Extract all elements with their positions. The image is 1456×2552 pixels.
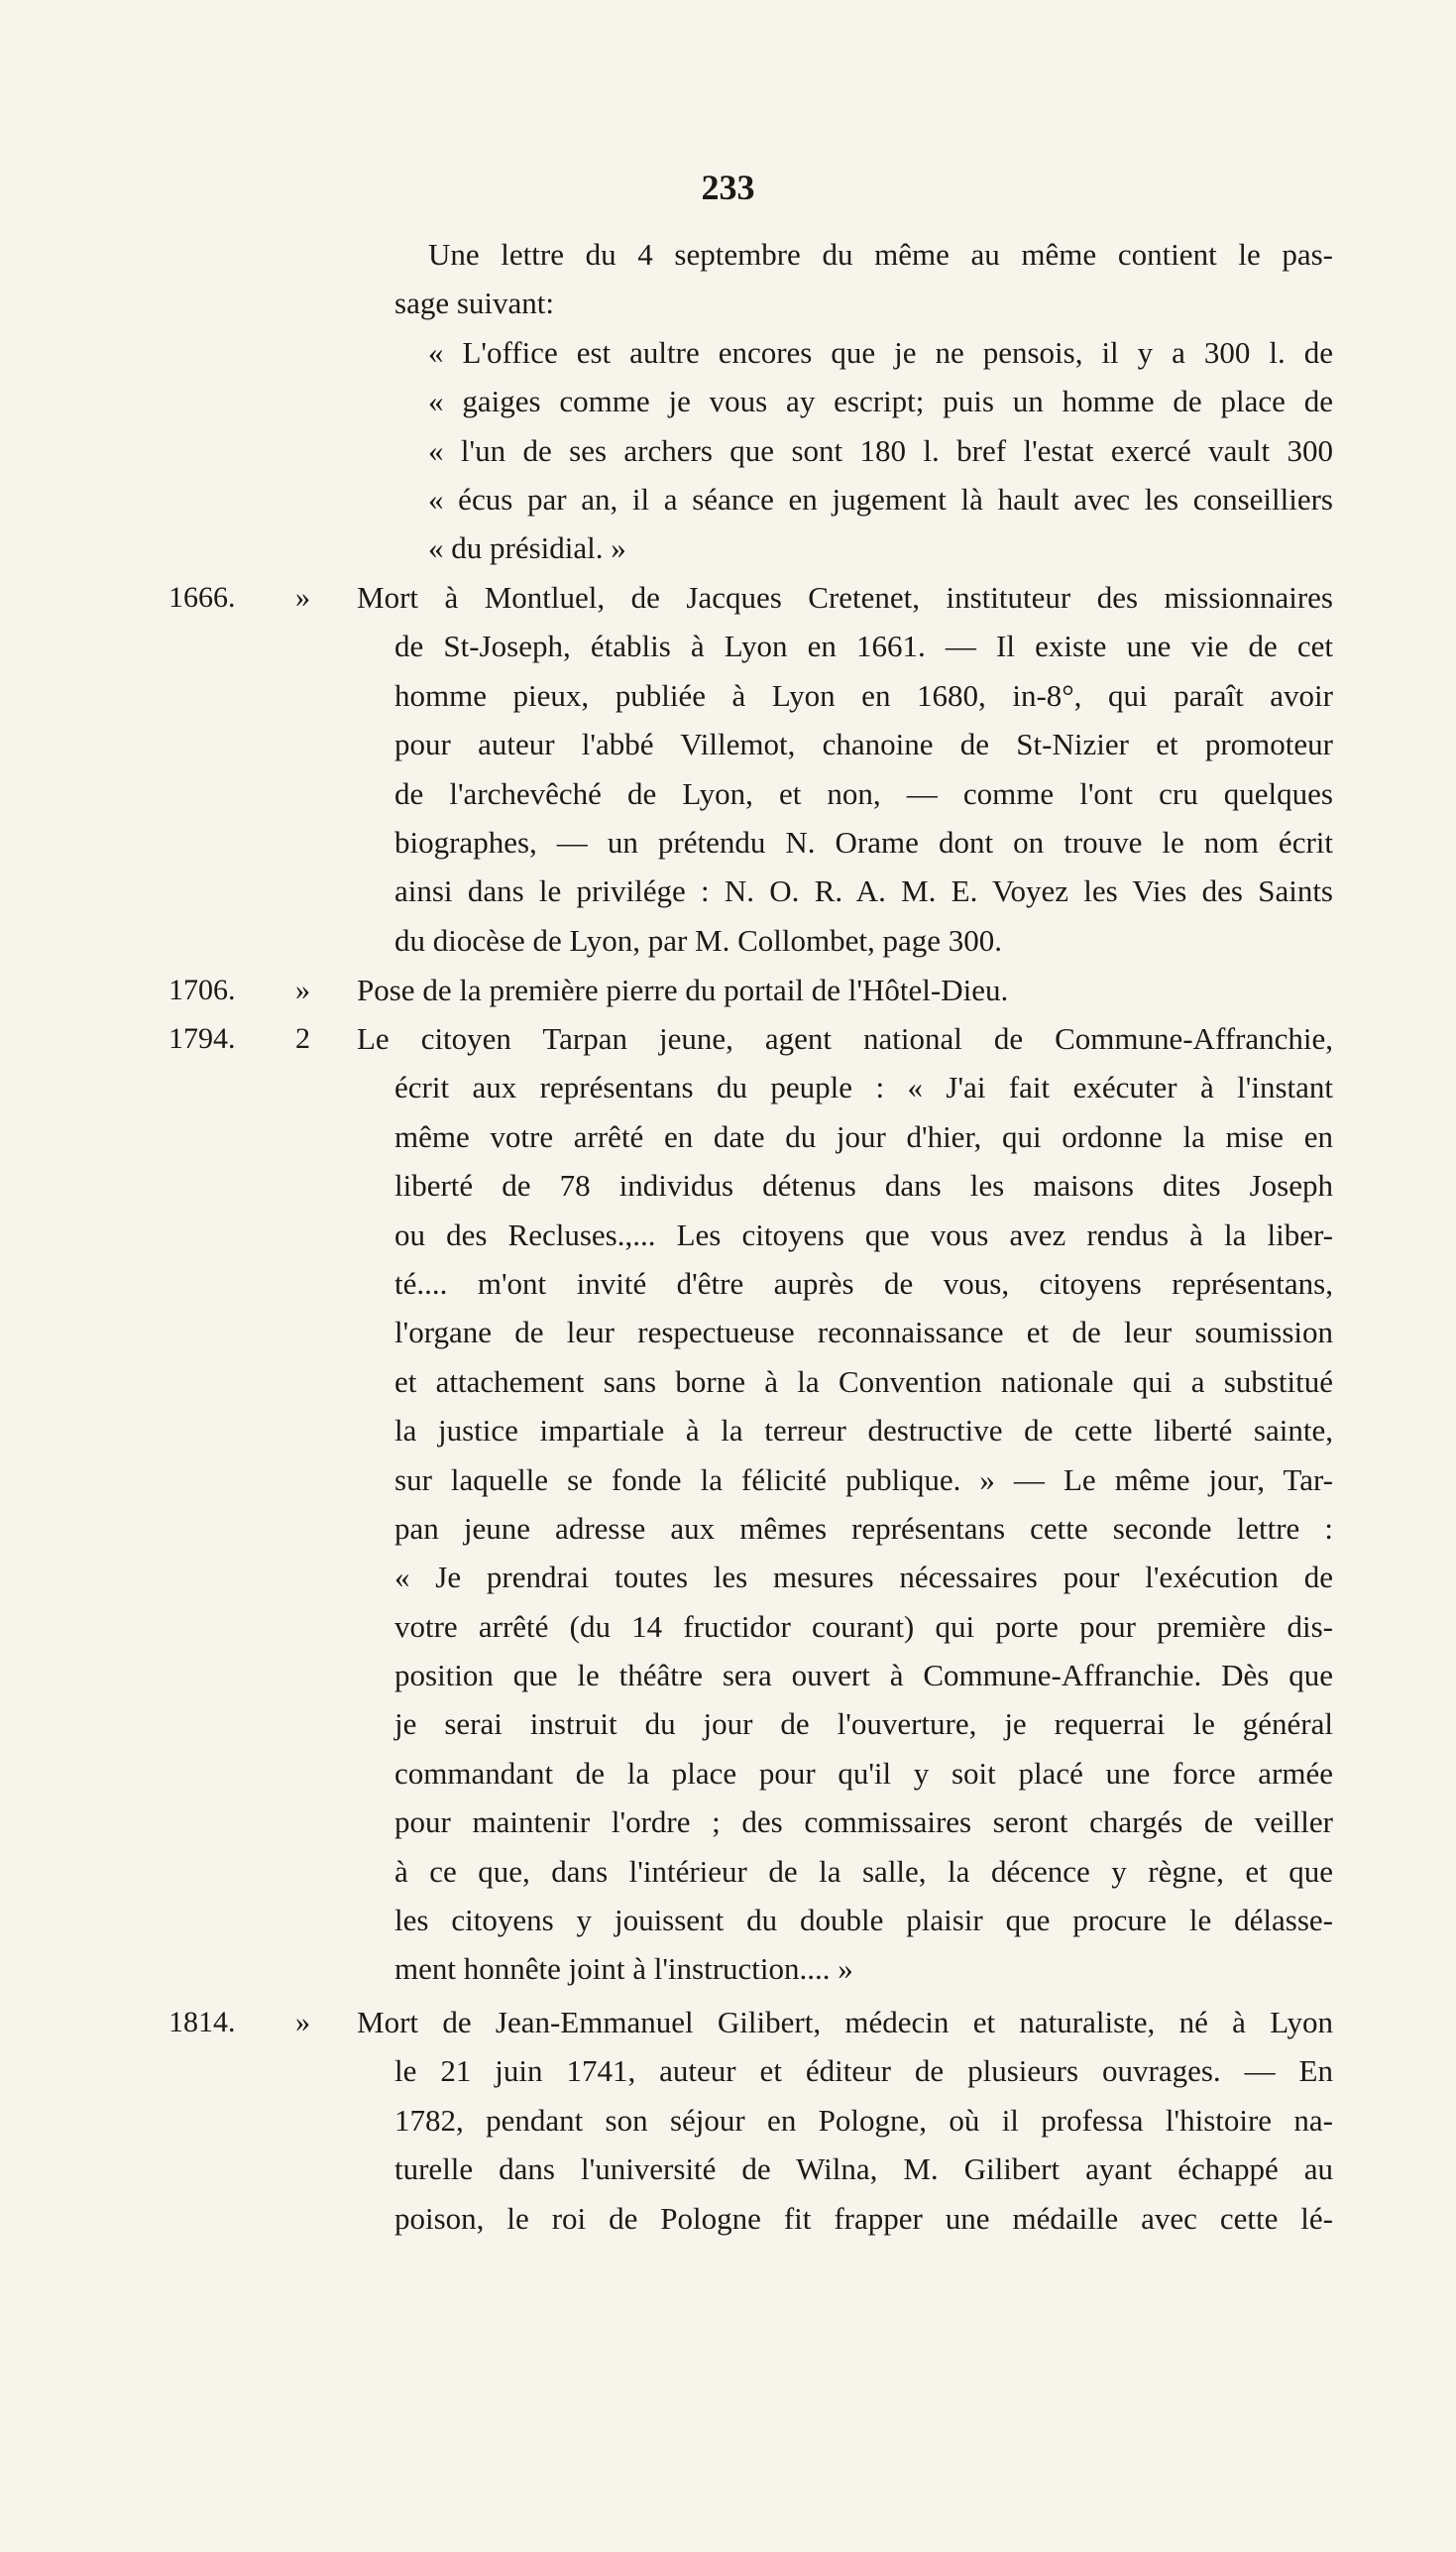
text-line: té.... m'ont invité d'être auprès de vous, citoyens représentans, (394, 1265, 1333, 1301)
text-line: du diocèse de Lyon, par M. Collombet, page 300. (394, 922, 1002, 958)
quote-line: « l'un de ses archers que sont 180 l. bref l'estat exercé vault 300 (428, 432, 1333, 468)
text-line: liberté de 78 individus détenus dans les maisons dites Joseph (394, 1168, 1333, 1204)
text-line: Une lettre du 4 septembre du même au même contient le pas- (428, 237, 1333, 272)
text-line: le 21 juin 1741, auteur et éditeur de plusieurs ouvrages. — En (394, 2053, 1333, 2089)
text-line: homme pieux, publiée à Lyon en 1680, in-8°, qui paraît avoir (394, 677, 1333, 713)
text-line: Mort à Montluel, de Jacques Cretenet, instituteur des missionnaires (357, 580, 1333, 615)
text-line: de l'archevêché de Lyon, et non, — comme l'ont cru quelques (394, 775, 1333, 811)
text-line: ment honnête joint à l'instruction.... » (394, 1951, 853, 1987)
entry-year: 1706. (168, 974, 236, 1006)
entry-year: 1666. (168, 581, 236, 614)
text-line: je serai instruit du jour de l'ouverture, je requerrai le général (394, 1706, 1333, 1742)
entry-day: » (295, 974, 310, 1006)
chronicle-entry (168, 573, 1333, 965)
text-line: votre arrêté (du 14 fructidor courant) qui porte pour première dis- (394, 1608, 1333, 1644)
text-line: de St-Joseph, établis à Lyon en 1661. — Il existe une vie de cet (394, 629, 1333, 664)
text-line: à ce que, dans l'intérieur de la salle, la décence y règne, et que (394, 1853, 1333, 1889)
text-line: 1782, pendant son séjour en Pologne, où il professa l'histoire na- (394, 2102, 1333, 2138)
text-line: écrit aux représentans du peuple : « J'ai fait exécuter à l'instant (394, 1070, 1333, 1105)
page-number: 233 (701, 168, 755, 207)
text-line: sage suivant: (394, 286, 554, 321)
quote-line: « gaiges comme je vous ay escript; puis un homme de place de (428, 384, 1333, 419)
text-line: Mort de Jean-Emmanuel Gilibert, médecin et naturaliste, né à Lyon (357, 2005, 1333, 2039)
entry-day: 2 (295, 1022, 310, 1055)
text-line: pan jeune adresse aux mêmes représentans cette seconde lettre : (394, 1510, 1333, 1546)
text-line: ou des Recluses.,... Les citoyens que vous avez rendus à la liber- (394, 1217, 1333, 1252)
text-line: même votre arrêté en date du jour d'hier, qui ordonne la mise en (394, 1118, 1333, 1154)
text-line: ainsi dans le privilége : N. O. R. A. M. E. Voyez les Vies des Saints (394, 873, 1333, 909)
entry-day: » (295, 2006, 310, 2038)
entry-year: 1814. (168, 2006, 236, 2038)
entry-day: » (295, 581, 310, 614)
text-line: « Je prendrai toutes les mesures nécessaires pour l'exécution de (394, 1560, 1333, 1595)
text-line: pour maintenir l'ordre ; des commissaires seront chargés de veiller (394, 1804, 1333, 1840)
text-line: l'organe de leur respectueuse reconnaissance et de leur soumission (394, 1315, 1333, 1350)
text-line: la justice impartiale à la terreur destructive de cette liberté sainte, (394, 1413, 1333, 1449)
chronicle-entry (168, 966, 1333, 1014)
text-line: sur laquelle se fonde la félicité publique. » — Le même jour, Tar- (394, 1461, 1333, 1497)
text-line: biographes, — un prétendu N. Orame dont on trouve le nom écrit (394, 824, 1333, 860)
text-line: Le citoyen Tarpan jeune, agent national de Commune-Affranchie, (357, 1021, 1333, 1056)
text-line: pour auteur l'abbé Villemot, chanoine de St-Nizier et promoteur (394, 727, 1333, 762)
intro-paragraph (357, 230, 1333, 573)
quote-line: « écus par an, il a séance en jugement là hault avec les conseilliers (428, 481, 1333, 517)
text-line: commandant de la place pour qu'il y soit placé une force armée (394, 1755, 1333, 1791)
chronicle-entry (168, 1014, 1333, 1994)
text-line: Pose de la première pierre du portail de l'Hôtel-Dieu. (357, 973, 1009, 1007)
text-line: position que le théâtre sera ouvert à Commune-Affranchie. Dès que (394, 1658, 1333, 1693)
text-line: les citoyens y jouissent du double plaisir que procure le délasse- (394, 1903, 1333, 1938)
text-line: poison, le roi de Pologne fit frapper une médaille avec cette lé- (394, 2200, 1333, 2236)
chronicle-entry (168, 1998, 1333, 2243)
entry-year: 1794. (168, 1022, 236, 1055)
text-line: et attachement sans borne à la Convention nationale qui a substitué (394, 1363, 1333, 1399)
quote-line: « L'office est aultre encores que je ne pensois, il y a 300 l. de (428, 334, 1333, 370)
text-line: turelle dans l'université de Wilna, M. Gilibert ayant échappé au (394, 2151, 1333, 2187)
quote-line: « du présidial. » (428, 530, 626, 566)
